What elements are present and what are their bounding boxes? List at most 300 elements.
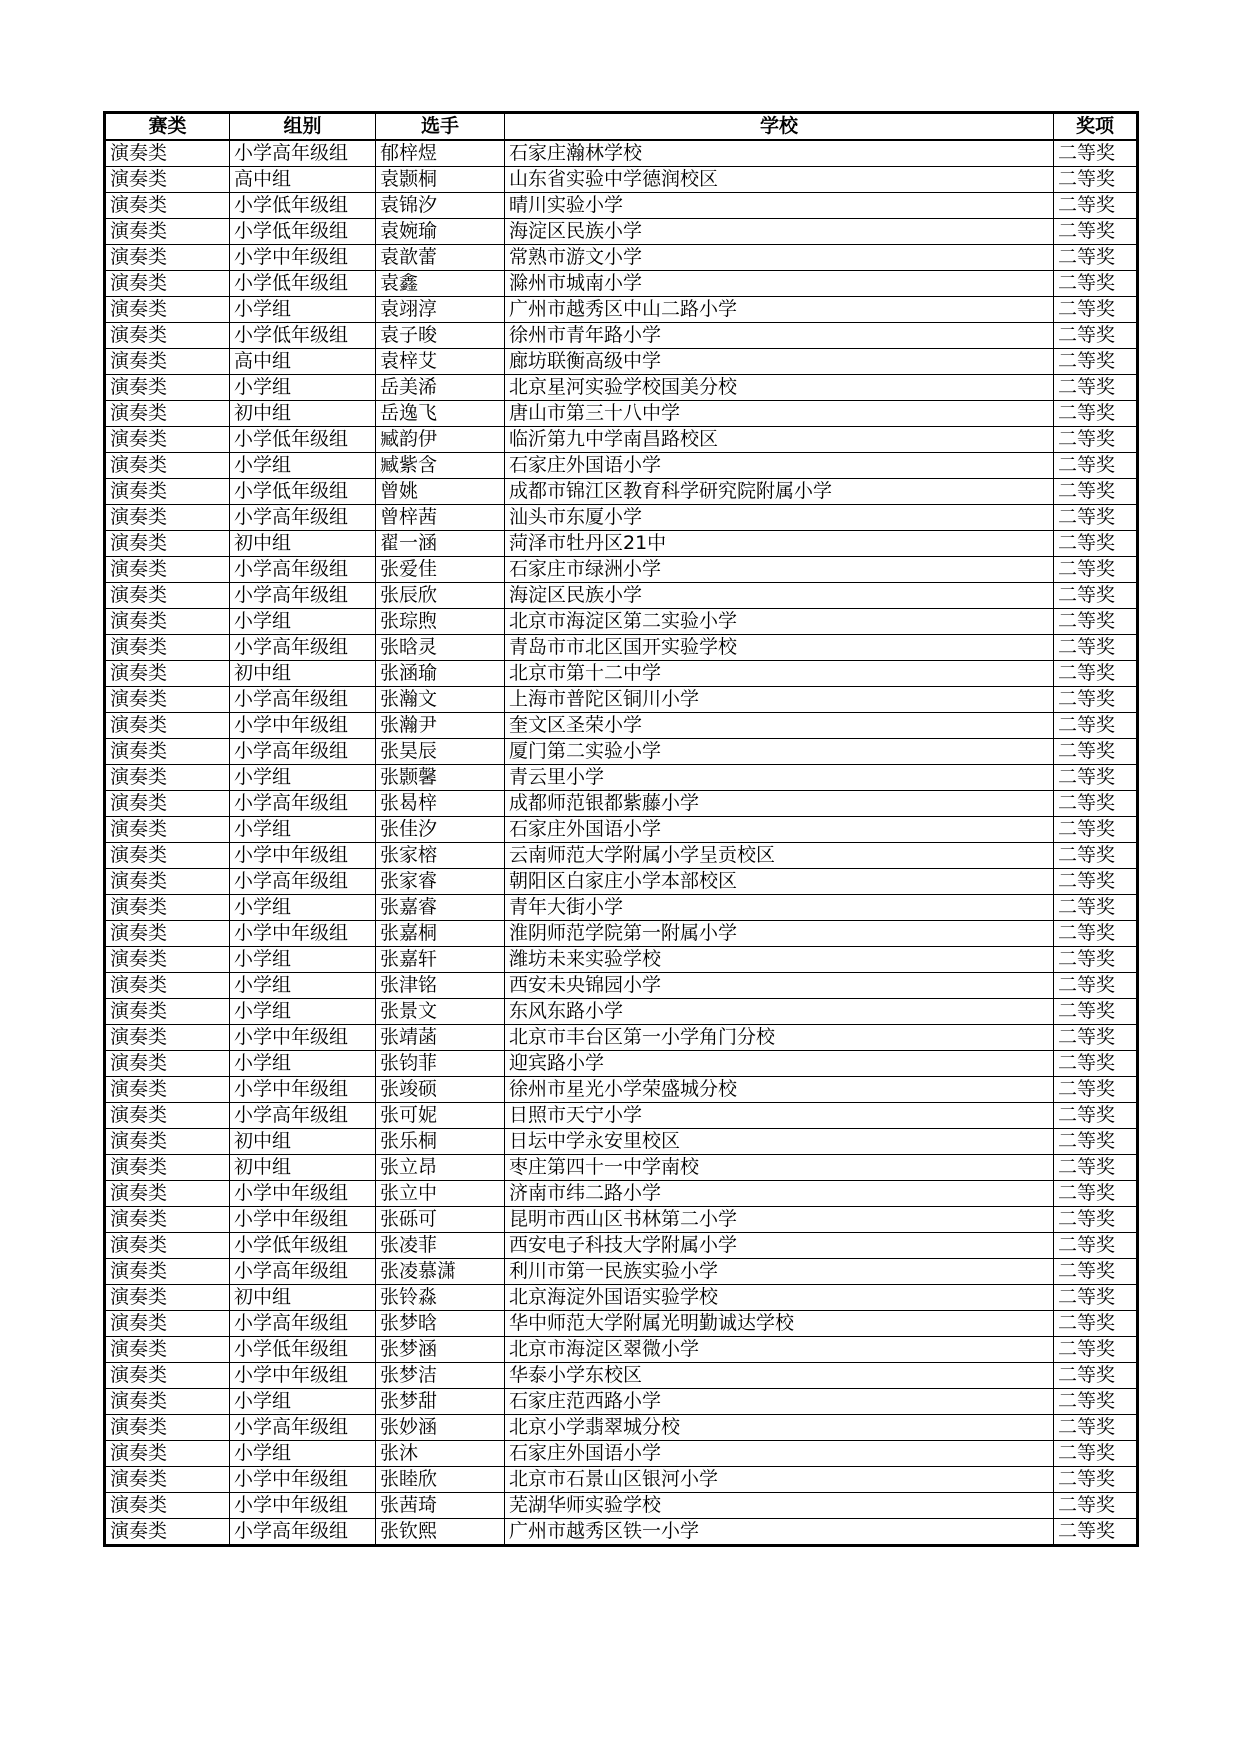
cell-group: 小学组 xyxy=(230,973,376,999)
cell-school: 广州市越秀区中山二路小学 xyxy=(505,297,1054,323)
cell-school: 石家庄外国语小学 xyxy=(505,453,1054,479)
cell-school: 西安未央锦园小学 xyxy=(505,973,1054,999)
cell-contestant: 张钦熙 xyxy=(376,1519,505,1546)
cell-category: 演奏类 xyxy=(105,791,230,817)
table-row xyxy=(105,973,1138,999)
cell-award: 二等奖 xyxy=(1054,1389,1138,1415)
cell-group: 小学高年级组 xyxy=(230,140,376,167)
cell-contestant: 张可妮 xyxy=(376,1103,505,1129)
cell-award: 二等奖 xyxy=(1054,1415,1138,1441)
cell-award: 二等奖 xyxy=(1054,505,1138,531)
cell-category: 演奏类 xyxy=(105,1311,230,1337)
cell-contestant: 张靖菡 xyxy=(376,1025,505,1051)
cell-group: 小学中年级组 xyxy=(230,1493,376,1519)
cell-group: 小学高年级组 xyxy=(230,1415,376,1441)
table-row xyxy=(105,1519,1138,1546)
cell-award: 二等奖 xyxy=(1054,1467,1138,1493)
cell-award: 二等奖 xyxy=(1054,1493,1138,1519)
cell-category: 演奏类 xyxy=(105,557,230,583)
cell-group: 小学组 xyxy=(230,817,376,843)
cell-award: 二等奖 xyxy=(1054,297,1138,323)
table-row xyxy=(105,1077,1138,1103)
cell-category: 演奏类 xyxy=(105,1077,230,1103)
table-row xyxy=(105,401,1138,427)
cell-contestant: 张凌菲 xyxy=(376,1233,505,1259)
cell-award: 二等奖 xyxy=(1054,999,1138,1025)
cell-group: 小学中年级组 xyxy=(230,713,376,739)
cell-category: 演奏类 xyxy=(105,1129,230,1155)
cell-school: 北京市石景山区银河小学 xyxy=(505,1467,1054,1493)
cell-award: 二等奖 xyxy=(1054,1519,1138,1546)
cell-school: 北京市海淀区翠微小学 xyxy=(505,1337,1054,1363)
cell-group: 小学低年级组 xyxy=(230,479,376,505)
cell-school: 华中师范大学附属光明勤诚达学校 xyxy=(505,1311,1054,1337)
cell-contestant: 曾梓茜 xyxy=(376,505,505,531)
cell-category: 演奏类 xyxy=(105,1415,230,1441)
cell-award: 二等奖 xyxy=(1054,193,1138,219)
table-row xyxy=(105,765,1138,791)
cell-school: 海淀区民族小学 xyxy=(505,583,1054,609)
cell-award: 二等奖 xyxy=(1054,427,1138,453)
cell-group: 小学高年级组 xyxy=(230,505,376,531)
cell-group: 小学中年级组 xyxy=(230,1363,376,1389)
cell-category: 演奏类 xyxy=(105,661,230,687)
cell-award: 二等奖 xyxy=(1054,817,1138,843)
cell-school: 芜湖华师实验学校 xyxy=(505,1493,1054,1519)
cell-school: 云南师范大学附属小学呈贡校区 xyxy=(505,843,1054,869)
cell-school: 日照市天宁小学 xyxy=(505,1103,1054,1129)
cell-group: 初中组 xyxy=(230,401,376,427)
cell-contestant: 张竣硕 xyxy=(376,1077,505,1103)
cell-contestant: 袁歆蕾 xyxy=(376,245,505,271)
cell-group: 小学低年级组 xyxy=(230,1233,376,1259)
cell-school: 石家庄范西路小学 xyxy=(505,1389,1054,1415)
cell-school: 青岛市市北区国开实验学校 xyxy=(505,635,1054,661)
table-row xyxy=(105,1051,1138,1077)
cell-category: 演奏类 xyxy=(105,1389,230,1415)
cell-contestant: 岳逸飞 xyxy=(376,401,505,427)
cell-contestant: 郁梓煜 xyxy=(376,140,505,167)
cell-contestant: 张颢馨 xyxy=(376,765,505,791)
cell-contestant: 袁鑫 xyxy=(376,271,505,297)
cell-category: 演奏类 xyxy=(105,1285,230,1311)
table-row xyxy=(105,323,1138,349)
cell-contestant: 张沐 xyxy=(376,1441,505,1467)
award-table xyxy=(103,111,1139,1547)
cell-award: 二等奖 xyxy=(1054,609,1138,635)
cell-group: 小学低年级组 xyxy=(230,193,376,219)
cell-category: 演奏类 xyxy=(105,479,230,505)
cell-category: 演奏类 xyxy=(105,323,230,349)
table-row xyxy=(105,1493,1138,1519)
cell-school: 石家庄市绿洲小学 xyxy=(505,557,1054,583)
cell-category: 演奏类 xyxy=(105,687,230,713)
cell-category: 演奏类 xyxy=(105,1051,230,1077)
cell-school: 石家庄外国语小学 xyxy=(505,1441,1054,1467)
cell-contestant: 张曷梓 xyxy=(376,791,505,817)
cell-school: 华泰小学东校区 xyxy=(505,1363,1054,1389)
cell-award: 二等奖 xyxy=(1054,791,1138,817)
cell-group: 小学高年级组 xyxy=(230,869,376,895)
table-row xyxy=(105,817,1138,843)
table-row xyxy=(105,687,1138,713)
cell-school: 晴川实验小学 xyxy=(505,193,1054,219)
cell-group: 小学高年级组 xyxy=(230,687,376,713)
cell-school: 北京市丰台区第一小学角门分校 xyxy=(505,1025,1054,1051)
table-row xyxy=(105,635,1138,661)
cell-group: 小学中年级组 xyxy=(230,1207,376,1233)
cell-award: 二等奖 xyxy=(1054,687,1138,713)
cell-award: 二等奖 xyxy=(1054,843,1138,869)
cell-award: 二等奖 xyxy=(1054,921,1138,947)
cell-contestant: 张梦洁 xyxy=(376,1363,505,1389)
cell-contestant: 袁子晙 xyxy=(376,323,505,349)
header-category: 赛类 xyxy=(105,113,230,141)
cell-school: 唐山市第三十八中学 xyxy=(505,401,1054,427)
cell-school: 迎宾路小学 xyxy=(505,1051,1054,1077)
cell-school: 日坛中学永安里校区 xyxy=(505,1129,1054,1155)
cell-award: 二等奖 xyxy=(1054,1077,1138,1103)
table-row xyxy=(105,1337,1138,1363)
cell-group: 小学低年级组 xyxy=(230,323,376,349)
table-row xyxy=(105,1155,1138,1181)
cell-group: 小学高年级组 xyxy=(230,791,376,817)
cell-contestant: 张凌慕潇 xyxy=(376,1259,505,1285)
cell-contestant: 张佳汐 xyxy=(376,817,505,843)
cell-school: 汕头市东厦小学 xyxy=(505,505,1054,531)
cell-school: 北京小学翡翠城分校 xyxy=(505,1415,1054,1441)
cell-award: 二等奖 xyxy=(1054,947,1138,973)
cell-award: 二等奖 xyxy=(1054,739,1138,765)
cell-contestant: 袁梓艾 xyxy=(376,349,505,375)
cell-category: 演奏类 xyxy=(105,1519,230,1546)
table-row xyxy=(105,193,1138,219)
cell-award: 二等奖 xyxy=(1054,973,1138,999)
table-row xyxy=(105,531,1138,557)
table-header-row xyxy=(105,113,1138,141)
cell-award: 二等奖 xyxy=(1054,1441,1138,1467)
cell-category: 演奏类 xyxy=(105,713,230,739)
table-row xyxy=(105,219,1138,245)
cell-award: 二等奖 xyxy=(1054,1285,1138,1311)
cell-category: 演奏类 xyxy=(105,167,230,193)
table-row xyxy=(105,921,1138,947)
cell-category: 演奏类 xyxy=(105,895,230,921)
cell-category: 演奏类 xyxy=(105,1467,230,1493)
cell-school: 成都师范银都紫藤小学 xyxy=(505,791,1054,817)
cell-award: 二等奖 xyxy=(1054,635,1138,661)
cell-contestant: 袁翊淳 xyxy=(376,297,505,323)
cell-award: 二等奖 xyxy=(1054,1051,1138,1077)
cell-group: 小学组 xyxy=(230,895,376,921)
cell-category: 演奏类 xyxy=(105,973,230,999)
table-row xyxy=(105,1181,1138,1207)
cell-school: 山东省实验中学德润校区 xyxy=(505,167,1054,193)
cell-contestant: 张立中 xyxy=(376,1181,505,1207)
cell-contestant: 张家睿 xyxy=(376,869,505,895)
cell-category: 演奏类 xyxy=(105,1207,230,1233)
cell-award: 二等奖 xyxy=(1054,219,1138,245)
cell-group: 初中组 xyxy=(230,1129,376,1155)
cell-school: 东风东路小学 xyxy=(505,999,1054,1025)
cell-contestant: 张茜琦 xyxy=(376,1493,505,1519)
cell-category: 演奏类 xyxy=(105,999,230,1025)
cell-contestant: 张嘉轩 xyxy=(376,947,505,973)
header-group: 组别 xyxy=(230,113,376,141)
table-row xyxy=(105,999,1138,1025)
cell-award: 二等奖 xyxy=(1054,869,1138,895)
cell-school: 徐州市青年路小学 xyxy=(505,323,1054,349)
cell-group: 小学中年级组 xyxy=(230,1181,376,1207)
table-row xyxy=(105,1129,1138,1155)
cell-group: 小学中年级组 xyxy=(230,843,376,869)
cell-award: 二等奖 xyxy=(1054,713,1138,739)
table-row xyxy=(105,297,1138,323)
cell-category: 演奏类 xyxy=(105,297,230,323)
cell-group: 小学高年级组 xyxy=(230,557,376,583)
cell-contestant: 张钧菲 xyxy=(376,1051,505,1077)
cell-contestant: 张涵瑜 xyxy=(376,661,505,687)
cell-category: 演奏类 xyxy=(105,739,230,765)
cell-school: 济南市纬二路小学 xyxy=(505,1181,1054,1207)
cell-school: 利川市第一民族实验小学 xyxy=(505,1259,1054,1285)
cell-contestant: 张瀚文 xyxy=(376,687,505,713)
cell-contestant: 张辰欣 xyxy=(376,583,505,609)
table-row xyxy=(105,1259,1138,1285)
cell-school: 廊坊联衡高级中学 xyxy=(505,349,1054,375)
cell-category: 演奏类 xyxy=(105,219,230,245)
cell-award: 二等奖 xyxy=(1054,323,1138,349)
cell-group: 小学低年级组 xyxy=(230,427,376,453)
cell-category: 演奏类 xyxy=(105,921,230,947)
cell-category: 演奏类 xyxy=(105,765,230,791)
cell-award: 二等奖 xyxy=(1054,245,1138,271)
cell-school: 广州市越秀区铁一小学 xyxy=(505,1519,1054,1546)
cell-group: 小学组 xyxy=(230,1389,376,1415)
table-row xyxy=(105,1285,1138,1311)
cell-group: 小学高年级组 xyxy=(230,1259,376,1285)
cell-school: 北京海淀外国语实验学校 xyxy=(505,1285,1054,1311)
table-row xyxy=(105,375,1138,401)
cell-award: 二等奖 xyxy=(1054,531,1138,557)
cell-contestant: 张津铭 xyxy=(376,973,505,999)
cell-category: 演奏类 xyxy=(105,635,230,661)
cell-school: 朝阳区白家庄小学本部校区 xyxy=(505,869,1054,895)
cell-group: 小学组 xyxy=(230,297,376,323)
cell-category: 演奏类 xyxy=(105,1441,230,1467)
cell-school: 奎文区圣荣小学 xyxy=(505,713,1054,739)
table-row xyxy=(105,739,1138,765)
cell-group: 小学低年级组 xyxy=(230,219,376,245)
cell-school: 北京市海淀区第二实验小学 xyxy=(505,609,1054,635)
cell-group: 初中组 xyxy=(230,1285,376,1311)
table-row xyxy=(105,427,1138,453)
cell-school: 成都市锦江区教育科学研究院附属小学 xyxy=(505,479,1054,505)
header-contestant: 选手 xyxy=(376,113,505,141)
cell-contestant: 张睦欣 xyxy=(376,1467,505,1493)
table-row xyxy=(105,1207,1138,1233)
cell-contestant: 张立昂 xyxy=(376,1155,505,1181)
table-row xyxy=(105,1311,1138,1337)
cell-group: 小学高年级组 xyxy=(230,1103,376,1129)
cell-award: 二等奖 xyxy=(1054,1025,1138,1051)
table-row xyxy=(105,557,1138,583)
cell-school: 昆明市西山区书林第二小学 xyxy=(505,1207,1054,1233)
cell-group: 小学组 xyxy=(230,947,376,973)
cell-category: 演奏类 xyxy=(105,245,230,271)
cell-award: 二等奖 xyxy=(1054,375,1138,401)
table-row xyxy=(105,140,1138,167)
cell-award: 二等奖 xyxy=(1054,1181,1138,1207)
cell-contestant: 岳美浠 xyxy=(376,375,505,401)
cell-group: 小学高年级组 xyxy=(230,583,376,609)
table-row xyxy=(105,583,1138,609)
cell-school: 海淀区民族小学 xyxy=(505,219,1054,245)
cell-award: 二等奖 xyxy=(1054,1337,1138,1363)
cell-group: 小学组 xyxy=(230,609,376,635)
cell-group: 小学中年级组 xyxy=(230,921,376,947)
cell-category: 演奏类 xyxy=(105,1363,230,1389)
cell-category: 演奏类 xyxy=(105,505,230,531)
table-row xyxy=(105,895,1138,921)
cell-group: 小学中年级组 xyxy=(230,1025,376,1051)
table-row xyxy=(105,1441,1138,1467)
cell-contestant: 张梦涵 xyxy=(376,1337,505,1363)
cell-award: 二等奖 xyxy=(1054,271,1138,297)
table-body xyxy=(105,140,1138,1546)
cell-group: 小学低年级组 xyxy=(230,271,376,297)
cell-group: 高中组 xyxy=(230,349,376,375)
cell-contestant: 臧紫含 xyxy=(376,453,505,479)
cell-school: 淮阴师范学院第一附属小学 xyxy=(505,921,1054,947)
header-award: 奖项 xyxy=(1054,113,1138,141)
table-row xyxy=(105,947,1138,973)
cell-school: 厦门第二实验小学 xyxy=(505,739,1054,765)
table-row xyxy=(105,1389,1138,1415)
cell-category: 演奏类 xyxy=(105,583,230,609)
cell-contestant: 臧韵伊 xyxy=(376,427,505,453)
cell-award: 二等奖 xyxy=(1054,1311,1138,1337)
cell-group: 初中组 xyxy=(230,1155,376,1181)
table-row xyxy=(105,453,1138,479)
cell-contestant: 张乐桐 xyxy=(376,1129,505,1155)
cell-category: 演奏类 xyxy=(105,843,230,869)
header-school: 学校 xyxy=(505,113,1054,141)
cell-award: 二等奖 xyxy=(1054,765,1138,791)
cell-contestant: 张梦晗 xyxy=(376,1311,505,1337)
cell-contestant: 曾姚 xyxy=(376,479,505,505)
cell-school: 青云里小学 xyxy=(505,765,1054,791)
cell-category: 演奏类 xyxy=(105,609,230,635)
cell-school: 枣庄第四十一中学南校 xyxy=(505,1155,1054,1181)
cell-award: 二等奖 xyxy=(1054,453,1138,479)
cell-award: 二等奖 xyxy=(1054,401,1138,427)
table-row xyxy=(105,609,1138,635)
cell-school: 滁州市城南小学 xyxy=(505,271,1054,297)
cell-school: 青年大街小学 xyxy=(505,895,1054,921)
cell-school: 徐州市星光小学荣盛城分校 xyxy=(505,1077,1054,1103)
table-row xyxy=(105,1233,1138,1259)
cell-school: 菏泽市牡丹区21中 xyxy=(505,531,1054,557)
cell-group: 小学组 xyxy=(230,999,376,1025)
cell-group: 初中组 xyxy=(230,661,376,687)
cell-school: 北京星河实验学校国美分校 xyxy=(505,375,1054,401)
cell-category: 演奏类 xyxy=(105,1181,230,1207)
cell-school: 西安电子科技大学附属小学 xyxy=(505,1233,1054,1259)
cell-group: 小学中年级组 xyxy=(230,245,376,271)
table-row xyxy=(105,791,1138,817)
cell-category: 演奏类 xyxy=(105,401,230,427)
cell-category: 演奏类 xyxy=(105,869,230,895)
cell-award: 二等奖 xyxy=(1054,479,1138,505)
cell-group: 小学高年级组 xyxy=(230,635,376,661)
table-row xyxy=(105,1103,1138,1129)
cell-contestant: 翟一涵 xyxy=(376,531,505,557)
cell-award: 二等奖 xyxy=(1054,1233,1138,1259)
cell-contestant: 张琮煦 xyxy=(376,609,505,635)
cell-group: 小学高年级组 xyxy=(230,1311,376,1337)
cell-group: 初中组 xyxy=(230,531,376,557)
cell-contestant: 张爱佳 xyxy=(376,557,505,583)
cell-award: 二等奖 xyxy=(1054,1259,1138,1285)
cell-category: 演奏类 xyxy=(105,531,230,557)
cell-contestant: 袁锦汐 xyxy=(376,193,505,219)
cell-contestant: 张梦甜 xyxy=(376,1389,505,1415)
table-row xyxy=(105,1467,1138,1493)
cell-contestant: 张家榕 xyxy=(376,843,505,869)
cell-award: 二等奖 xyxy=(1054,1363,1138,1389)
cell-award: 二等奖 xyxy=(1054,583,1138,609)
table-row xyxy=(105,1363,1138,1389)
cell-contestant: 张瀚尹 xyxy=(376,713,505,739)
table-row xyxy=(105,713,1138,739)
cell-category: 演奏类 xyxy=(105,271,230,297)
cell-contestant: 张晗灵 xyxy=(376,635,505,661)
cell-group: 小学高年级组 xyxy=(230,1519,376,1546)
cell-group: 小学组 xyxy=(230,375,376,401)
cell-award: 二等奖 xyxy=(1054,1207,1138,1233)
cell-group: 小学中年级组 xyxy=(230,1077,376,1103)
table-row xyxy=(105,167,1138,193)
table-row xyxy=(105,245,1138,271)
cell-category: 演奏类 xyxy=(105,1233,230,1259)
cell-category: 演奏类 xyxy=(105,1025,230,1051)
cell-group: 高中组 xyxy=(230,167,376,193)
cell-category: 演奏类 xyxy=(105,453,230,479)
cell-category: 演奏类 xyxy=(105,193,230,219)
cell-contestant: 张嘉睿 xyxy=(376,895,505,921)
cell-award: 二等奖 xyxy=(1054,661,1138,687)
cell-award: 二等奖 xyxy=(1054,349,1138,375)
cell-award: 二等奖 xyxy=(1054,1129,1138,1155)
cell-category: 演奏类 xyxy=(105,140,230,167)
table-row xyxy=(105,271,1138,297)
table-row xyxy=(105,869,1138,895)
cell-category: 演奏类 xyxy=(105,1155,230,1181)
cell-group: 小学组 xyxy=(230,1051,376,1077)
table-row xyxy=(105,349,1138,375)
cell-category: 演奏类 xyxy=(105,817,230,843)
cell-category: 演奏类 xyxy=(105,1337,230,1363)
cell-group: 小学组 xyxy=(230,1441,376,1467)
table-row xyxy=(105,843,1138,869)
cell-school: 石家庄外国语小学 xyxy=(505,817,1054,843)
table-row xyxy=(105,479,1138,505)
cell-contestant: 张砾可 xyxy=(376,1207,505,1233)
cell-category: 演奏类 xyxy=(105,349,230,375)
cell-category: 演奏类 xyxy=(105,427,230,453)
cell-award: 二等奖 xyxy=(1054,895,1138,921)
